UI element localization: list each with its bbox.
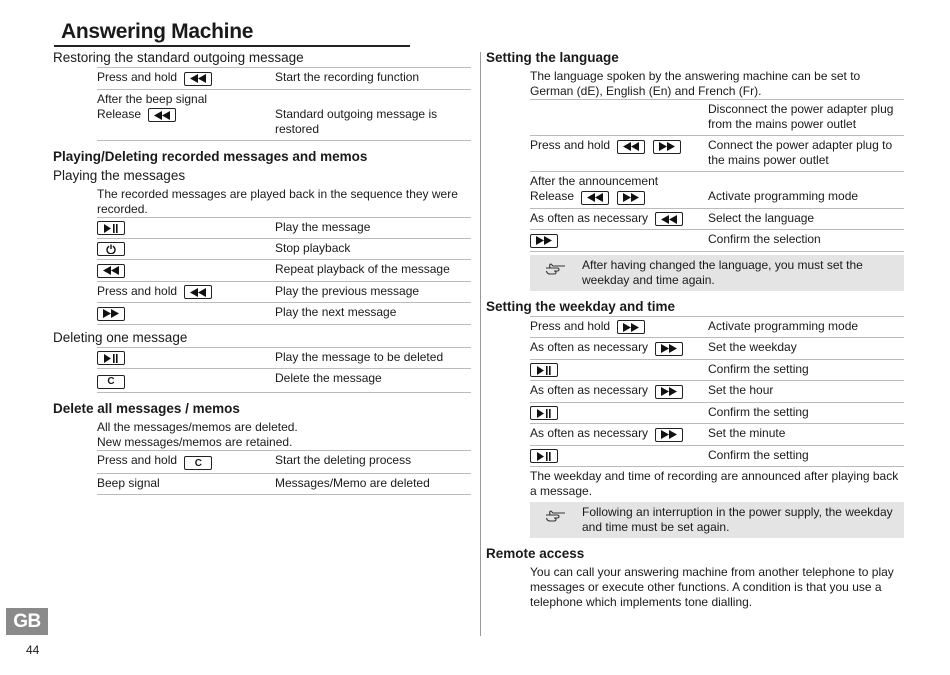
table-row — [530, 135, 904, 171]
table-row — [97, 368, 471, 393]
language-tab: GB — [6, 608, 48, 635]
rewind-key-icon — [617, 140, 645, 154]
right-column — [486, 49, 904, 610]
deleting-table — [97, 347, 471, 393]
table-row — [530, 229, 904, 252]
row-result: Messages/Memo are deleted — [275, 476, 430, 490]
play-pause-key-icon — [530, 363, 558, 377]
left-column — [53, 49, 471, 495]
play-pause-key-icon — [97, 351, 125, 365]
rewind-key-icon — [97, 264, 125, 278]
row-result: Confirm the selection — [708, 232, 821, 246]
forward-key-icon — [655, 428, 683, 442]
rewind-key-icon — [581, 191, 609, 205]
table-row — [97, 238, 471, 259]
forward-key-icon — [97, 307, 125, 321]
clear-key-icon: C — [97, 375, 125, 389]
table-row — [530, 445, 904, 468]
row-action: Release — [530, 189, 575, 203]
row-result: Stop playback — [275, 241, 351, 255]
play-pause-key-icon — [530, 406, 558, 420]
table-row — [97, 89, 471, 141]
column-divider — [480, 52, 481, 636]
table-row — [530, 208, 904, 230]
pointing-hand-icon — [530, 505, 582, 535]
row-action: Press and hold — [97, 283, 178, 298]
row-action: Press and hold — [530, 138, 611, 152]
row-action: Press and hold — [97, 70, 178, 84]
forward-key-icon — [655, 342, 683, 356]
row-result: Set the minute — [708, 426, 786, 440]
row-result: Confirm the setting — [708, 361, 809, 376]
table-row — [97, 450, 471, 474]
table-row — [97, 302, 471, 325]
language-note — [530, 255, 904, 291]
play-pause-key-icon — [530, 449, 558, 463]
row-result: Standard outgoing message is restored — [275, 106, 438, 136]
note-text: Following an interruption in the power supply, the weekday and time must be set again. — [582, 505, 893, 534]
forward-key-icon — [530, 234, 558, 248]
row-result: Play the previous message — [275, 283, 420, 298]
table-row — [97, 347, 471, 369]
delete-all-heading: Delete all messages / memos — [53, 400, 240, 416]
row-result: Play the next message — [275, 305, 397, 319]
row-result: Play the message — [275, 219, 371, 234]
playing-intro: The recorded messages are played back in the sequence they were recorded. — [97, 186, 458, 216]
row-action: After the beep signal — [97, 91, 208, 106]
page-number: 44 — [26, 643, 40, 657]
table-row — [97, 473, 471, 495]
rewind-key-icon — [184, 285, 212, 299]
table-row — [97, 281, 471, 303]
row-result: Delete the message — [275, 371, 382, 385]
row-result: Disconnect the power adapter plug from the mains power outlet — [708, 102, 894, 131]
row-action: As often as necessary — [530, 383, 649, 397]
weekday-heading: Setting the weekday and time — [486, 298, 676, 314]
table-row — [97, 259, 471, 281]
play-pause-key-icon — [97, 221, 125, 235]
delete-all-table — [97, 450, 471, 496]
language-table — [530, 99, 904, 252]
language-intro: The language spoken by the answering machine can be set to German (dE), English (En) and French (Fr). — [530, 69, 861, 98]
rewind-key-icon — [655, 212, 683, 226]
rewind-key-icon — [184, 72, 212, 86]
row-action: Press and hold — [530, 318, 611, 333]
table-row — [530, 316, 904, 338]
forward-key-icon — [617, 191, 645, 205]
row-result: Select the language — [708, 210, 815, 225]
row-result: Start the recording function — [275, 70, 420, 84]
pointing-hand-icon — [530, 258, 582, 288]
title-rule — [54, 45, 410, 47]
remote-heading: Remote access — [486, 546, 585, 561]
row-result: Confirm the setting — [708, 447, 809, 462]
playing-table — [97, 217, 471, 325]
restore-heading: Restoring the standard outgoing message — [53, 50, 304, 65]
language-heading: Setting the language — [486, 50, 619, 65]
table-row — [530, 423, 904, 445]
table-row — [530, 380, 904, 402]
row-result: Play the message to be deleted — [275, 349, 444, 364]
clear-key-icon: C — [184, 456, 212, 470]
weekday-after-text: The weekday and time of recording are announced after playing back a message. — [530, 469, 899, 498]
row-result: Start the deleting process — [275, 452, 412, 467]
restore-table — [97, 67, 471, 141]
row-result: Connect the power adapter plug to the mains power outlet — [708, 138, 893, 167]
row-action: Beep signal — [97, 476, 160, 490]
row-result: Activate programming mode — [708, 318, 859, 333]
delete-all-intro: New messages/memos are retained. — [97, 434, 293, 449]
row-action: As often as necessary — [530, 210, 649, 225]
weekday-table — [530, 316, 904, 468]
rewind-key-icon — [148, 108, 176, 122]
row-result: Set the weekday — [708, 340, 797, 354]
row-action: After the announcement — [530, 174, 659, 188]
row-result: Confirm the setting — [708, 404, 809, 419]
note-text: After having changed the language, you must set the weekday and time again. — [582, 257, 863, 287]
table-row — [530, 171, 904, 208]
weekday-note — [530, 502, 904, 538]
forward-key-icon — [617, 320, 645, 334]
row-action: Release — [97, 106, 142, 121]
playing-heading: Playing the messages — [53, 167, 186, 183]
row-result: Activate programming mode — [708, 189, 859, 203]
row-action: As often as necessary — [530, 426, 649, 440]
table-row — [530, 337, 904, 359]
deleting-heading: Deleting one message — [53, 329, 188, 345]
delete-all-intro: All the messages/memos are deleted. — [97, 419, 298, 434]
forward-key-icon — [653, 140, 681, 154]
table-row — [530, 402, 904, 424]
table-row — [97, 217, 471, 239]
table-row — [97, 67, 471, 89]
table-row — [530, 99, 904, 135]
page-title: Answering Machine — [61, 20, 254, 43]
play-delete-heading: Playing/Deleting recorded messages and memos — [53, 148, 368, 164]
remote-text: You can call your answering machine from another telephone to play messages or execute other functions. A condition is that you use a telephone which implements tone dialling. — [530, 565, 894, 609]
row-result: Set the hour — [708, 383, 774, 397]
row-result: Repeat playback of the message — [275, 262, 450, 276]
forward-key-icon — [655, 385, 683, 399]
stop-key-icon — [97, 242, 125, 256]
table-row — [530, 359, 904, 381]
row-action: As often as necessary — [530, 340, 649, 354]
row-action: Press and hold — [97, 452, 178, 467]
